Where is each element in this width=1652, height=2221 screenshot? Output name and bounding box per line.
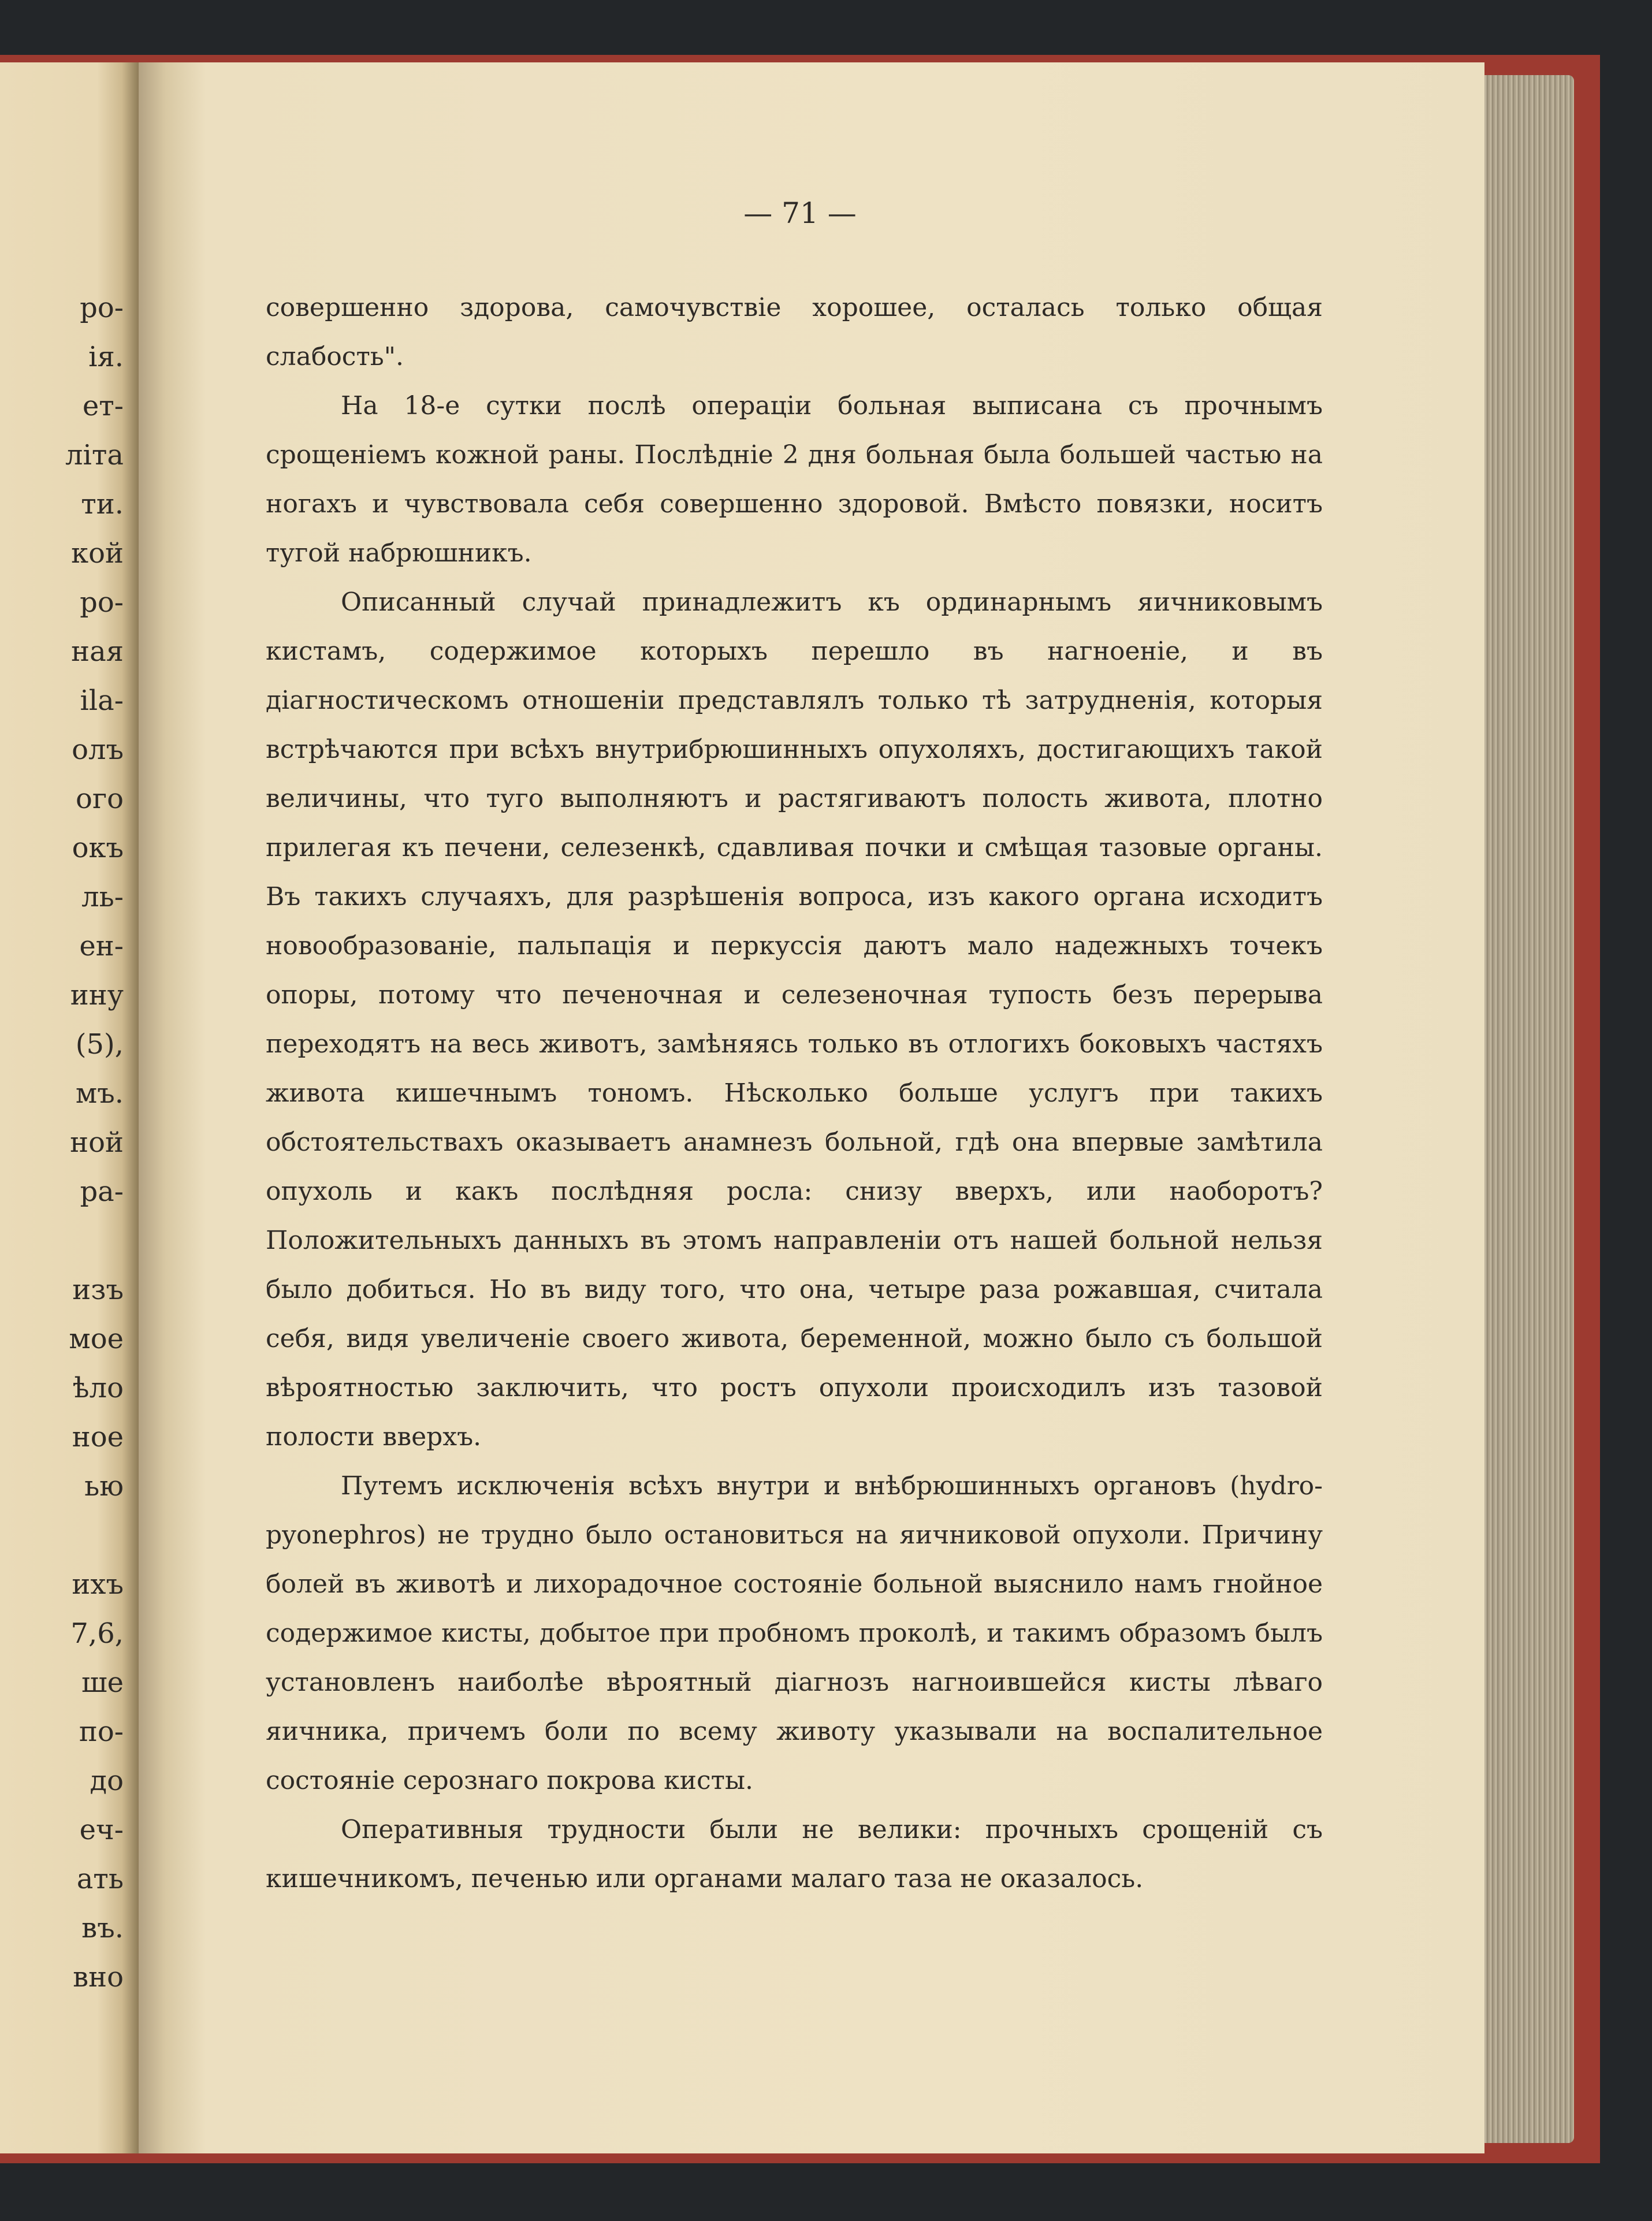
left-line-fragment: ѣло [72,1372,124,1404]
left-line-fragment: (5), [75,1028,124,1061]
body-text [266,283,1323,1903]
left-line-fragment: ное [72,1421,124,1453]
left-line-fragment: ія. [88,341,124,373]
left-line-fragment: ль- [81,881,124,913]
left-line-fragment: іla- [80,684,124,717]
left-line-fragment: вно [73,1961,124,1993]
left-page [0,62,139,2153]
left-line-fragment: ти. [81,488,124,520]
paragraph: Оперативныя трудности были не велики: прочныхъ срощеній съ кишечникомъ, печенью или органами малаго таза не оказалось. [266,1815,1323,1893]
left-line-fragment: літа [65,439,124,471]
paragraph: совершенно здорова, самочувствіе хорошее, осталась только общая слабость". [266,293,1323,371]
left-line-fragment: мое [69,1323,124,1355]
left-line-fragment: ихъ [72,1568,124,1601]
left-line-fragment: ину [70,979,124,1011]
left-line-fragment: ше [81,1666,124,1699]
left-line-fragment: ро- [80,586,124,619]
left-line-fragment: окъ [72,832,124,864]
page-edges [1479,75,1574,2143]
left-line-fragment: кой [71,537,124,570]
left-line-fragment: ого [76,783,124,815]
left-line-fragment: ной [70,1126,124,1159]
left-line-fragment: еч- [79,1814,124,1846]
paragraph: Путемъ исключенія всѣхъ внутри и внѣбрюшинныхъ органовъ (hydro-pyonephros) не трудно было остановиться на яичниковой опухоли. Причину болей въ животѣ и лихорадочное состояніе больной выяснило намъ гнойное содержимое кисты, добытое при пробномъ проколѣ, и такимъ образомъ былъ установленъ наиболѣе вѣроятный діагнозъ нагноившейся кисты лѣваго яичника, причемъ боли по всему животу указывали на воспалительное состояніе серознаго покрова кисты. [266,1471,1323,1795]
left-line-fragment: ать [76,1863,124,1895]
left-line-fragment: изъ [72,1274,124,1306]
left-line-fragment: до [90,1765,124,1797]
left-line-fragment: 7,6, [70,1617,124,1650]
left-line-fragment: ен- [79,930,124,962]
left-line-fragment: ро- [80,292,124,324]
left-line-fragment: мъ. [75,1077,124,1110]
page-number: — 71 — [743,196,857,230]
left-line-fragment: ра- [80,1175,124,1208]
left-line-fragment: въ. [81,1912,124,1944]
paragraph: На 18-е сутки послѣ операціи больная выписана съ прочнымъ срощеніемъ кожной раны. Послѣдніе 2 дня больная была большей частью на ногахъ и чувствовала себя совершенно здоровой. Вмѣсто повязки, носитъ тугой набрюшникъ. [266,391,1323,568]
paragraph: Описанный случай принадлежитъ къ ординарнымъ яичниковымъ кистамъ, содержимое которыхъ перешло въ нагноеніе, и въ діагностическомъ отношеніи представлялъ только тѣ затрудненія, которыя встрѣчаются при всѣхъ внутрибрюшинныхъ опухоляхъ, достигающихъ такой величины, что туго выполняютъ и растягиваютъ полость живота, плотно прилегая къ печени, селезенкѣ, сдавливая почки и смѣщая тазовые органы. Въ такихъ случаяхъ, для разрѣшенія вопроса, изъ какого органа исходитъ новообразованіе, пальпація и перкуссія даютъ мало надежныхъ точекъ опоры, потому что печеночная и селезеночная тупость безъ перерыва переходятъ на весь животъ, замѣняясь только въ отлогихъ боковыхъ частяхъ живота кишечнымъ тономъ. Нѣсколько больше услугъ при такихъ обстоятельствахъ оказываетъ анамнезъ больной, гдѣ она впервые замѣтила опухоль и какъ послѣдняя росла: снизу вверхъ, или наоборотъ? Положительныхъ данныхъ въ этомъ направленіи отъ нашей больной нельзя было добиться. Но въ виду того, что она, четыре раза рожавшая, считала себя, видя увеличеніе своего живота, беременной, можно было съ большой вѣроятностью заключить, что ростъ опухоли происходилъ изъ тазовой полости вверхъ. [266,587,1323,1452]
left-line-fragment: ет- [82,390,124,422]
left-line-fragment: ью [84,1470,124,1502]
left-line-fragment: олъ [72,734,124,766]
left-line-fragment: ная [71,635,124,668]
left-line-fragment: по- [79,1716,124,1748]
